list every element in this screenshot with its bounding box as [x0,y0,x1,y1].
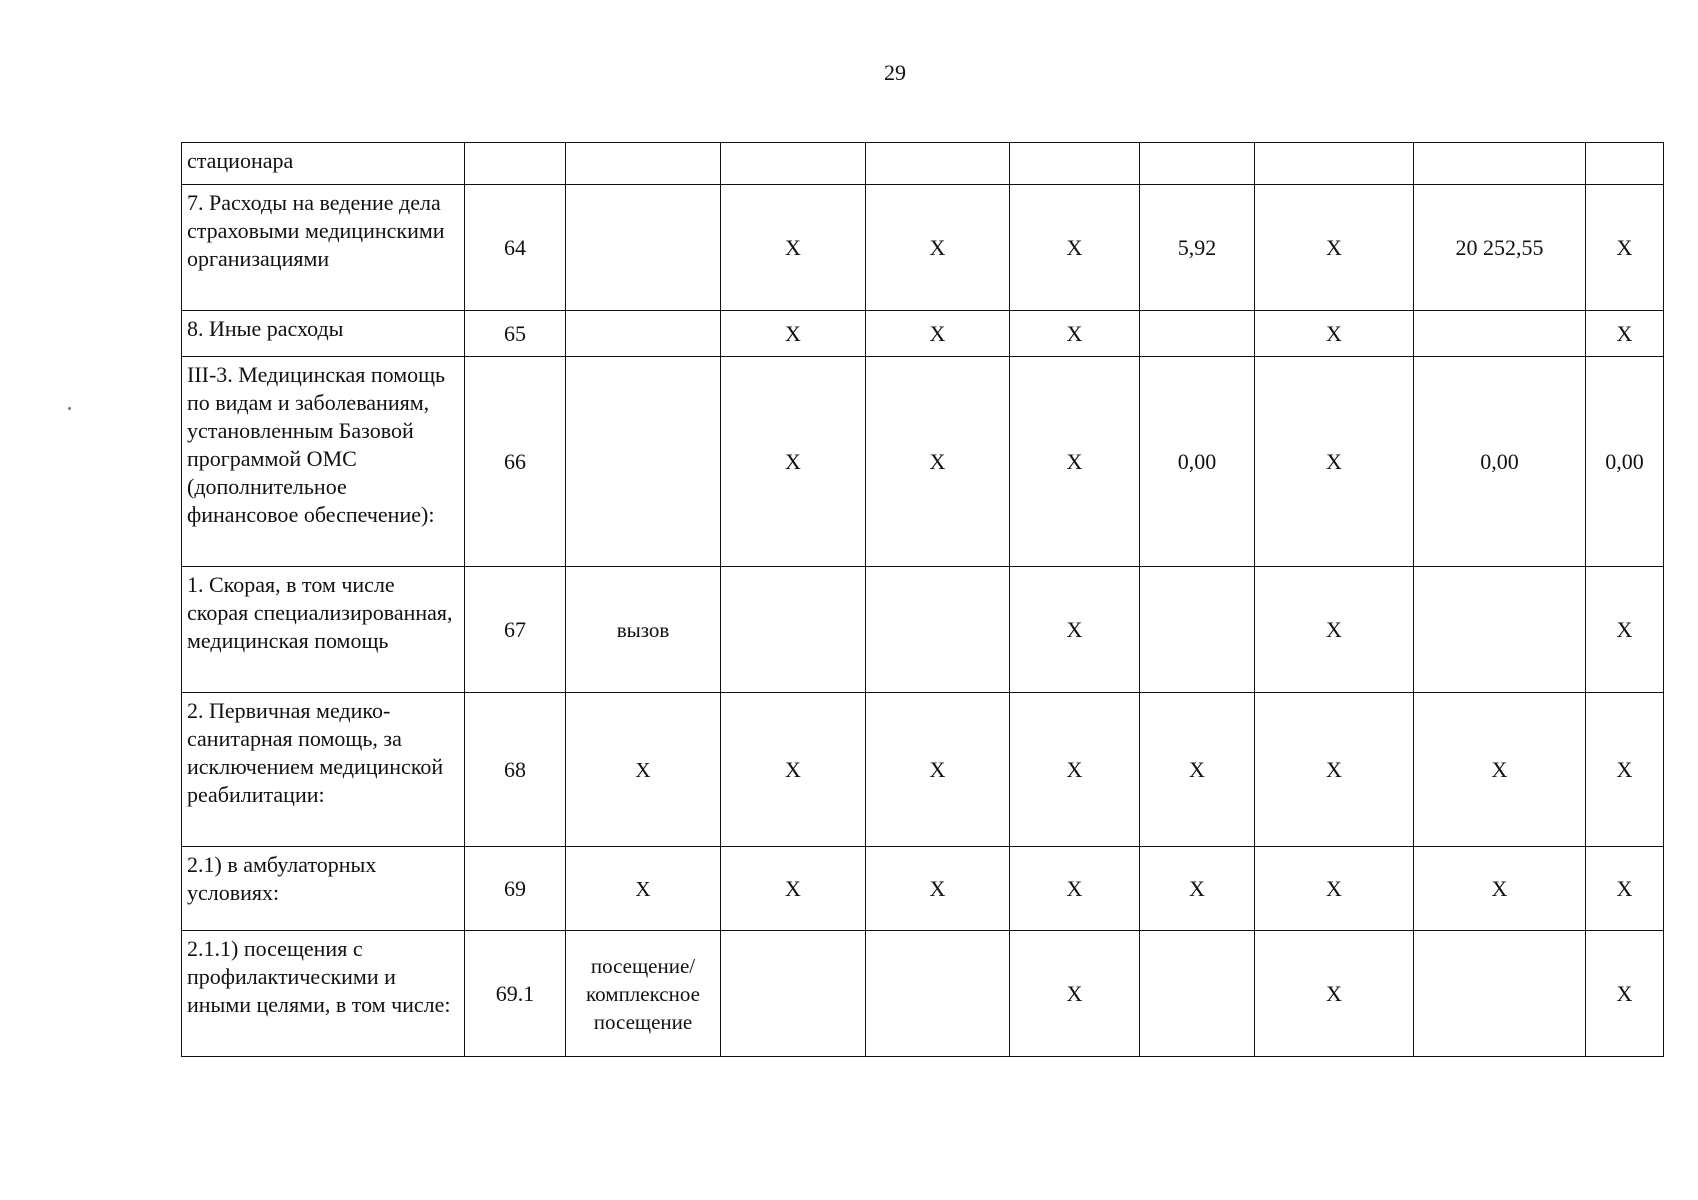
row-code: 69 [465,847,566,931]
row-unit: вызов [566,567,721,693]
scan-speck [68,407,71,410]
cell-col8: Х [1255,567,1414,693]
cell-col9: Х [1414,847,1586,931]
cell-col7 [1140,143,1255,185]
cell-col7: Х [1140,847,1255,931]
cell-col6 [1010,143,1140,185]
cell-col4: Х [721,847,866,931]
cell-col8: Х [1255,847,1414,931]
cell-col6: Х [1010,185,1140,311]
table-row [182,567,1664,693]
cell-col8: Х [1255,931,1414,1057]
row-code: 64 [465,185,566,311]
cell-col9: 20 252,55 [1414,185,1586,311]
row-code [465,143,566,185]
row-unit [566,185,721,311]
page-number: 29 [884,60,906,85]
row-name: 2.1) в амбулаторных условиях: [182,847,465,931]
table-row [182,185,1664,311]
cell-col5 [866,567,1010,693]
row-unit [566,311,721,357]
cell-col10: Х [1586,567,1664,693]
row-unit: Х [566,847,721,931]
row-name: 2. Первичная медико-санитарная помощь, за исключением медицинской реабилитации: [182,693,465,847]
table-row [182,143,1664,185]
row-unit: Х [566,693,721,847]
cell-col6: Х [1010,931,1140,1057]
cell-col8: Х [1255,357,1414,567]
cell-col10: Х [1586,311,1664,357]
row-name: 1. Скорая, в том числе скорая специализированная, медицинская помощь [182,567,465,693]
row-unit [566,143,721,185]
cell-col9: Х [1414,693,1586,847]
cell-col4: Х [721,357,866,567]
row-name: III-3. Медицинская помощь по видам и заболеваниям, установленным Базовой программой ОМС (дополнительное финансовое обеспечение): [182,357,465,567]
cell-col9 [1414,143,1586,185]
row-code: 68 [465,693,566,847]
table-row [182,693,1664,847]
table-row [182,357,1664,567]
cell-col6: Х [1010,567,1140,693]
cell-col8: Х [1255,185,1414,311]
row-name: 8. Иные расходы [182,311,465,357]
row-name: 7. Расходы на ведение дела страховыми медицинскими организациями [182,185,465,311]
cell-col4: Х [721,693,866,847]
row-code: 67 [465,567,566,693]
cell-col10: 0,00 [1586,357,1664,567]
row-code: 69.1 [465,931,566,1057]
cell-col10: Х [1586,847,1664,931]
cell-col9 [1414,567,1586,693]
cell-col5 [866,143,1010,185]
financing-table [181,142,1664,1057]
cell-col9 [1414,931,1586,1057]
cell-col10: Х [1586,185,1664,311]
cell-col7 [1140,567,1255,693]
row-name: стационара [182,143,465,185]
row-code: 66 [465,357,566,567]
cell-col5: Х [866,693,1010,847]
table-row [182,311,1664,357]
cell-col10 [1586,143,1664,185]
cell-col4 [721,143,866,185]
cell-col7 [1140,931,1255,1057]
cell-col10: Х [1586,693,1664,847]
row-code: 65 [465,311,566,357]
cell-col4: Х [721,311,866,357]
cell-col5: Х [866,185,1010,311]
cell-col7: 5,92 [1140,185,1255,311]
cell-col7 [1140,311,1255,357]
cell-col8: Х [1255,311,1414,357]
cell-col10: Х [1586,931,1664,1057]
row-unit: посещение/ комплексное посещение [566,931,721,1057]
cell-col6: Х [1010,847,1140,931]
cell-col5: Х [866,311,1010,357]
cell-col5: Х [866,357,1010,567]
cell-col6: Х [1010,311,1140,357]
table-row [182,931,1664,1057]
cell-col8: Х [1255,693,1414,847]
cell-col4 [721,931,866,1057]
cell-col6: Х [1010,693,1140,847]
cell-col8 [1255,143,1414,185]
row-unit [566,357,721,567]
cell-col9 [1414,311,1586,357]
cell-col4 [721,567,866,693]
cell-col5 [866,931,1010,1057]
cell-col7: Х [1140,693,1255,847]
cell-col6: Х [1010,357,1140,567]
cell-col5: Х [866,847,1010,931]
row-name: 2.1.1) посещения с профилактическими и иными целями, в том числе: [182,931,465,1057]
cell-col7: 0,00 [1140,357,1255,567]
cell-col4: Х [721,185,866,311]
cell-col9: 0,00 [1414,357,1586,567]
table-row [182,847,1664,931]
